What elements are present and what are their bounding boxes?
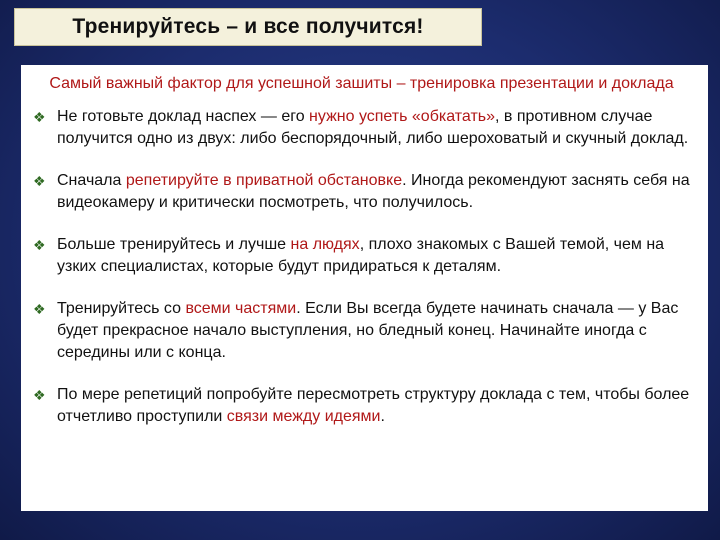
diamond-bullet-icon: ❖ — [33, 387, 46, 403]
bullet-highlight: на людях — [290, 236, 360, 253]
diamond-bullet-icon: ❖ — [33, 109, 46, 125]
bullet-text: Сначала репетируйте в приватной обстановке. Иногда рекомендуют заснять себя на видеокамеру и критически посмотреть, что получилось. — [57, 172, 690, 211]
bullet-highlight: репетируйте в приватной обстановке — [125, 172, 403, 189]
diamond-bullet-icon: ❖ — [33, 237, 46, 253]
slide-heading: Самый важный фактор для успешной зашиты – тренировка презентации и доклада — [49, 75, 674, 92]
slide-title-box — [14, 8, 482, 46]
bullet-item — [33, 384, 690, 428]
bullet-item — [33, 170, 690, 214]
diamond-bullet-icon: ❖ — [33, 301, 46, 317]
bullet-text: Не готовьте доклад наспех — его нужно успеть «обкатать», в противном случае получится одно из двух: либо беспорядочный, либо шероховатый и скучный доклад. — [57, 108, 689, 147]
bullet-highlight: всеми частями — [185, 300, 297, 317]
bullet-text: По мере репетиций попробуйте пересмотреть структуру доклада с тем, чтобы более отчетливо проступили связи между идеями. — [57, 386, 690, 425]
bullet-highlight: нужно успеть «обкатать» — [309, 108, 496, 125]
diamond-bullet-icon: ❖ — [33, 173, 46, 189]
bullet-item — [33, 106, 690, 150]
bullet-item — [33, 298, 690, 364]
slide-title: Тренируйтесь – и все получится! — [72, 15, 424, 38]
bullet-text: Больше тренируйтесь и лучше на людях, плохо знакомых с Вашей темой, чем на узких специалистах, которые будут придираться к деталям. — [57, 236, 665, 275]
content-panel — [21, 65, 708, 511]
bullet-item — [33, 234, 690, 278]
bullet-text: Тренируйтесь со всеми частями. Если Вы всегда будете начинать сначала — у Вас будет прекрасное начало выступления, но бледный конец. Начинайте иногда с середины или с конца. — [57, 300, 679, 361]
bullet-highlight: связи между идеями — [226, 408, 381, 425]
